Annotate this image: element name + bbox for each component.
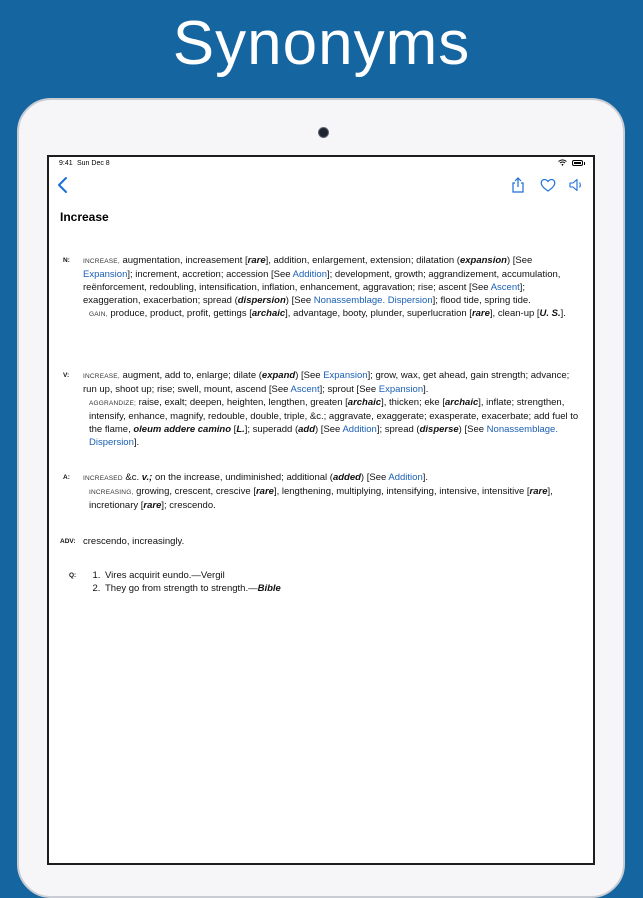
status-time: 9:41: [59, 160, 73, 167]
noun-sense-increase: INCREASE, augmentation, increasement [rare], addition, enlargement, extension; dilatation (expansion) [See Expansion]; increment, accretion; accession [See Addition]; development, growth; aggrandizement, accumulation, reënforcement, redoubling, intensification, inflation, enhancement, aggravation; rise; ascent [See Ascent]; exaggeration, exacerbation; spread (dispersion) [See Nonassemblage. Dispersion]; flood tide, spring tide.: [83, 255, 561, 306]
pos-label-quotes: Q:: [69, 572, 77, 579]
link-ascent[interactable]: Ascent: [290, 384, 320, 395]
share-icon[interactable]: [509, 176, 527, 194]
link-expansion[interactable]: Expansion: [323, 370, 368, 381]
sense-head: GAIN,: [89, 311, 108, 318]
chevron-left-icon[interactable]: [55, 175, 71, 195]
front-camera: [318, 127, 329, 138]
status-date: Sun Dec 8: [77, 160, 110, 167]
status-bar: [49, 157, 593, 171]
link-addition[interactable]: Addition: [388, 472, 423, 483]
sense-head: INCREASE,: [83, 258, 120, 265]
pos-label-adjective: A:: [63, 474, 70, 481]
link-addition[interactable]: Addition: [342, 424, 377, 435]
pos-label-verb: V:: [63, 372, 70, 379]
adjective-sense-increased: INCREASED &c. v.; on the increase, undiminished; additional (added) [See Addition].: [83, 472, 429, 483]
sense-head: INCREASED: [83, 475, 123, 482]
sense-head: AGGRANDIZE;: [89, 400, 136, 407]
speaker-icon[interactable]: [567, 176, 585, 194]
app-screen: [47, 155, 595, 865]
adverb-body: crescendo, increasingly.: [83, 536, 185, 547]
quotes-body: [83, 569, 581, 595]
link-addition[interactable]: Addition: [292, 269, 327, 280]
nav-bar: [49, 173, 593, 197]
adjective-body: [83, 471, 581, 512]
battery-cap: [584, 162, 585, 165]
banner-title: Synonyms: [172, 9, 471, 78]
sense-head: INCREASE,: [83, 373, 120, 380]
pos-label-noun: N:: [63, 257, 70, 264]
link-nonassemblage-dispersion[interactable]: Nonassemblage. Dispersion: [313, 295, 433, 306]
link-expansion[interactable]: Expansion: [83, 269, 128, 280]
link-nonassemblage-dispersion[interactable]: Nonassemblage. Dispersion: [89, 424, 558, 448]
verb-sense-aggrandize: AGGRANDIZE; raise, exalt; deepen, heighten, lengthen, greaten [archaic], thicken; eke [archaic], inflate; strengthen, intensify, enhance, magnify, redouble, double, triple, &c.; aggravate, exaggerate; exasperate, exacerbate; add fuel to the flame, oleum addere camino [L.]; superadd (add) [See Addition]; spread (disperse) [See Nonassemblage. Dispersion].: [89, 397, 579, 448]
link-expansion-2[interactable]: Expansion: [378, 384, 424, 395]
link-ascent[interactable]: Ascent: [490, 282, 520, 293]
wifi-icon: [558, 159, 567, 166]
entry-title: Increase: [60, 210, 109, 224]
noun-sense-gain: GAIN, produce, product, profit, gettings [archaic], advantage, booty, plunder, superlucration [rare], clean-up [U. S.].: [89, 308, 566, 319]
quote-item: 1. Vires acquirit eundo.—Vergil: [103, 569, 581, 582]
adjective-sense-increasing: INCREASING, growing, crescent, crescive [rare], lengthening, multiplying, intensifying, intensive, intensitive [rare], incretionary [rare]; crescendo.: [89, 486, 553, 511]
heart-icon[interactable]: [539, 176, 557, 194]
battery-icon: [572, 160, 583, 166]
verb-body: [83, 369, 581, 449]
sense-head: INCREASING,: [89, 489, 134, 496]
quote-item: 2. They go from strength to strength.—Bible: [103, 582, 581, 595]
quote-list: [83, 569, 581, 595]
noun-body: [83, 254, 581, 321]
verb-sense-increase: INCREASE, augment, add to, enlarge; dilate (expand) [See Expansion]; grow, wax, get ahead, gain strength; advance; run up, shoot up; rise; swell, mount, ascend [See Ascent]; sprout [See Expansion].: [83, 370, 570, 395]
pos-label-adverb: ADV:: [60, 538, 76, 545]
